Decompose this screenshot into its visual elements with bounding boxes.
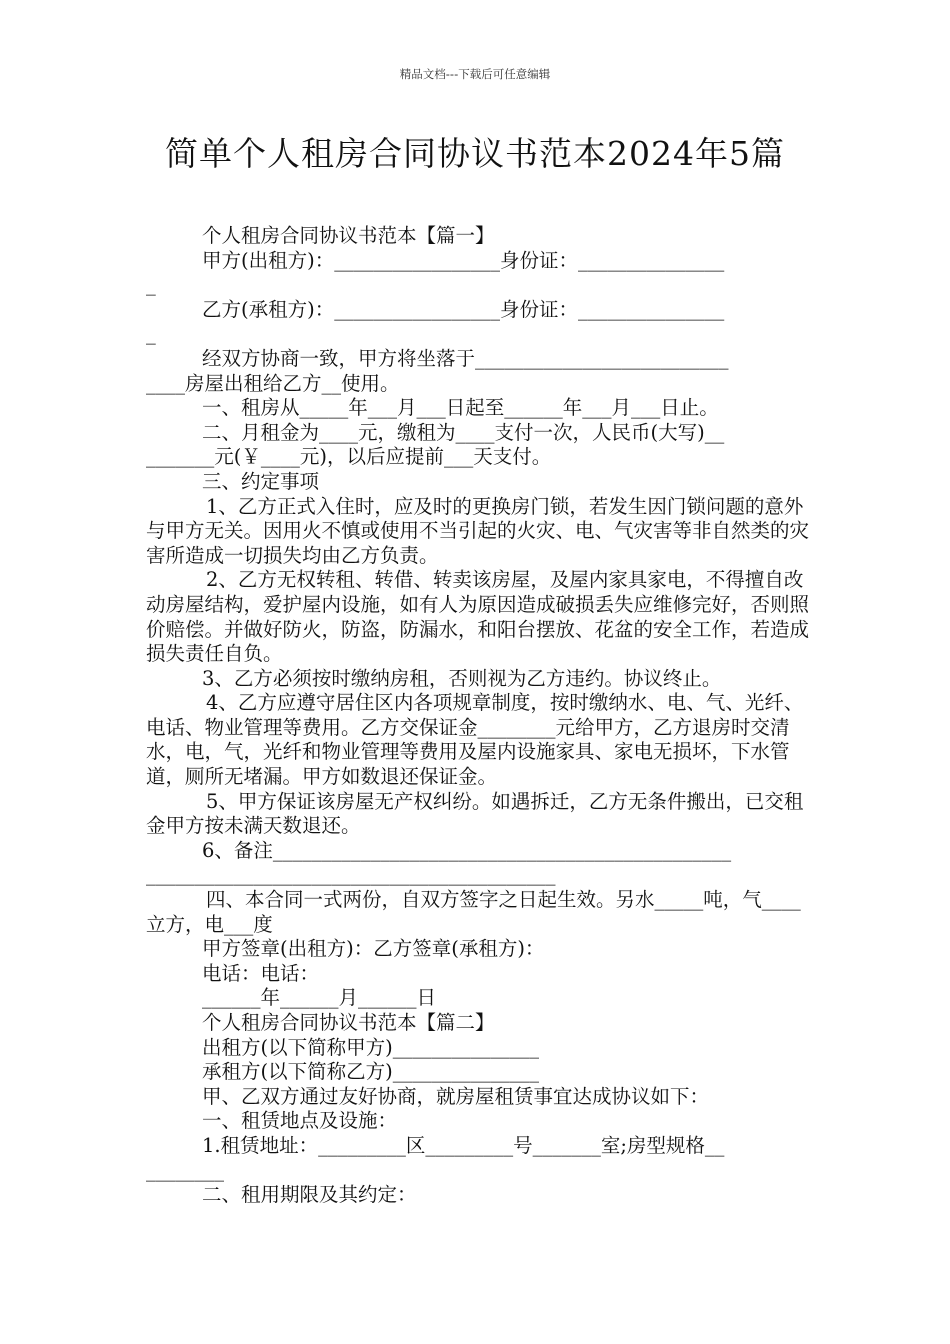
body-line: 一、租房从_____年___月___日起至______年___月___日止。 <box>202 396 719 420</box>
body-line: 2、乙方无权转租、转借、转卖该房屋，及屋内家具家电，不得擅自改动房屋结构，爱护屋内设施，如有人为原因造成破损丢失应维修完好，否则照价赔偿。并做好防火，防盗，防漏水，和阳台摆放、花盆的安全工作，若造成损失责任自负。 <box>146 568 810 666</box>
document-body <box>146 224 810 1208</box>
body-line: 1、乙方正式入住时，应及时的更换房门锁，若发生因门锁问题的意外与甲方无关。因用火不慎或使用不当引起的火灾、电、气灾害等非自然类的灾害所造成一切损失均由乙方负责。 <box>146 494 810 567</box>
body-line: 1.租赁地址：_________区_________号_______室;房型规格__ <box>202 1133 725 1157</box>
body-line: _______元(￥____元)，以后应提前___天支付。 <box>146 445 552 469</box>
body-line: 5、甲方保证该房屋无产权纠纷。如遇拆迁，乙方无条件搬出，已交租金甲方按未满天数退还。 <box>146 789 804 838</box>
body-line: 二、月租金为____元，缴租为____支付一次，人民币(大写)__ <box>202 420 725 444</box>
document-title: 简单个人租房合同协议书范本2024年5篇 <box>165 134 785 173</box>
body-line: 乙方(承租方)：_________________身份证：_______________ <box>202 297 725 321</box>
body-line: ______年______月______日 <box>202 986 437 1010</box>
body-line: 3、乙方必须按时缴纳房租，否则视为乙方违约。协议终止。 <box>202 666 722 690</box>
body-line: ____房屋出租给乙方__使用。 <box>146 371 400 395</box>
body-line: __________________________________________ <box>146 863 556 887</box>
body-line: _ <box>146 273 156 297</box>
body-line: 电话：电话： <box>202 961 320 985</box>
body-line: 甲、乙双方通过友好协商，就房屋租赁事宜达成协议如下： <box>202 1084 710 1108</box>
body-line: 甲方签章(出租方)：乙方签章(承租方)： <box>202 937 545 961</box>
body-line: 一、租赁地点及设施： <box>202 1109 398 1133</box>
body-line: 经双方协商一致，甲方将坐落于__________________________ <box>202 346 729 370</box>
body-line: _ <box>146 322 156 346</box>
body-line: 个人租房合同协议书范本【篇一】 <box>202 224 495 247</box>
header-note: 精品文档---下载后可任意编辑 <box>399 67 551 81</box>
body-line: 4、乙方应遵守居住区内各项规章制度，按时缴纳水、电、气、光纤、电话、物业管理等费用。乙方交保证金________元给甲方，乙方退房时交清水，电，气，光纤和物业管理等费用及屋内设施家具、家电无损坏，下水管道，厕所无堵漏。甲方如数退还保证金。 <box>146 691 804 789</box>
body-line: 承租方(以下简称乙方)_______________ <box>202 1060 539 1084</box>
body-line: 个人租房合同协议书范本【篇二】 <box>202 1011 495 1034</box>
body-line: 出租方(以下简称甲方)_______________ <box>202 1035 539 1059</box>
body-line: 甲方(出租方)：_________________身份证：_______________ <box>202 248 725 272</box>
body-line: ________ <box>146 1158 224 1182</box>
body-line: 四、本合同一式两份，自双方签字之日起生效。另水_____吨，气____立方，电___度 <box>146 888 801 936</box>
body-line: 三、约定事项 <box>202 469 320 493</box>
body-line: 6、备注_______________________________________________ <box>202 838 732 862</box>
body-line: 二、租用期限及其约定： <box>202 1183 417 1207</box>
